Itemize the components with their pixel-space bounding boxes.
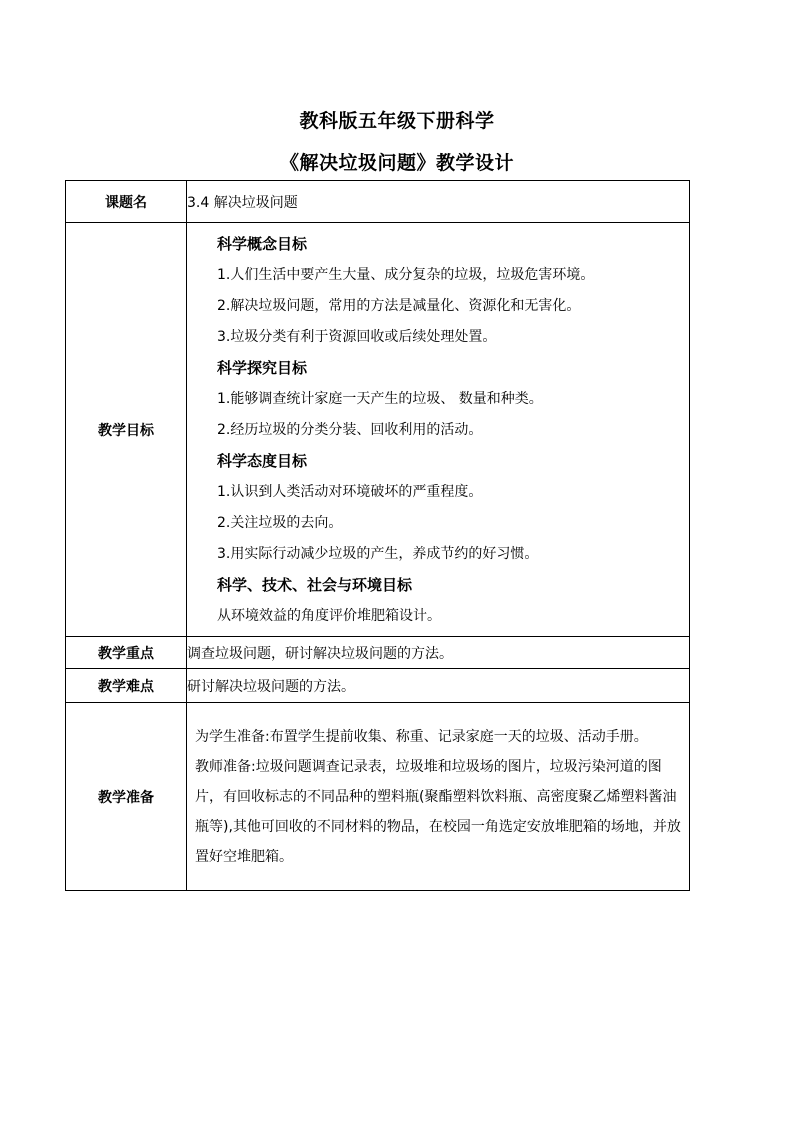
goal-item: 3.用实际行动减少垃圾的产生，养成节约的好习惯。 xyxy=(217,546,539,562)
table-row-goals xyxy=(66,223,690,637)
goals-label: 教学目标 xyxy=(66,223,187,637)
teacher-preparation: 教师准备:垃圾问题调查记录表，垃圾堆和垃圾场的图片，垃圾污染河道的图片，有回收标志的不同品种的塑料瓶(聚酯塑料饮料瓶、高密度聚乙烯塑料酱油瓶等),其他可回收的不同材料的物品，在校园一角选定安放堆肥箱的场地，并放置好空堆肥箱。 xyxy=(195,758,681,865)
goals-cell xyxy=(187,223,690,637)
goal-heading-concept: 科学概念目标 xyxy=(217,235,308,253)
goal-heading-stse: 科学、技术、社会与环境目标 xyxy=(217,576,413,594)
lesson-label: 课题名 xyxy=(66,181,187,223)
student-preparation: 为学生准备:布置学生提前收集、称重、记录家庭一天的垃圾、活动手册。 xyxy=(195,728,648,745)
table-row-key-point xyxy=(66,637,690,669)
document-subtitle: 《解决垃圾问题》教学设计 xyxy=(279,152,514,174)
difficulty-value: 研讨解决垃圾问题的方法。 xyxy=(187,669,690,703)
lesson-plan-table xyxy=(65,180,690,891)
key-point-value: 调查垃圾问题，研讨解决垃圾问题的方法。 xyxy=(187,637,690,669)
goal-item: 3.垃圾分类有利于资源回收或后续处理处置。 xyxy=(217,329,497,345)
table-row-difficulty xyxy=(66,669,690,703)
preparation-cell xyxy=(187,703,690,891)
goal-item: 1.人们生活中要产生大量、成分复杂的垃圾，垃圾危害环境。 xyxy=(217,267,595,283)
goal-item: 从环境效益的角度评价堆肥箱设计。 xyxy=(217,608,441,624)
lesson-value: 3.4 解决垃圾问题 xyxy=(187,181,690,223)
goal-item: 1.认识到人类活动对环境破坏的严重程度。 xyxy=(217,484,483,500)
preparation-label: 教学准备 xyxy=(66,703,187,891)
goal-item: 2.经历垃圾的分类分装、回收利用的活动。 xyxy=(217,422,483,438)
difficulty-label: 教学难点 xyxy=(66,669,187,703)
table-row-preparation xyxy=(66,703,690,891)
document-title: 教科版五年级下册科学 xyxy=(299,110,495,132)
goal-item: 1.能够调查统计家庭一天产生的垃圾、 数量和种类。 xyxy=(217,391,543,407)
goal-heading-attitude: 科学态度目标 xyxy=(217,452,308,470)
key-point-label: 教学重点 xyxy=(66,637,187,669)
goal-heading-inquiry: 科学探究目标 xyxy=(217,359,308,377)
goal-item: 2.解决垃圾问题，常用的方法是减量化、资源化和无害化。 xyxy=(217,298,581,314)
table-row-lesson xyxy=(66,181,690,223)
goal-item: 2.关注垃圾的去向。 xyxy=(217,515,343,531)
